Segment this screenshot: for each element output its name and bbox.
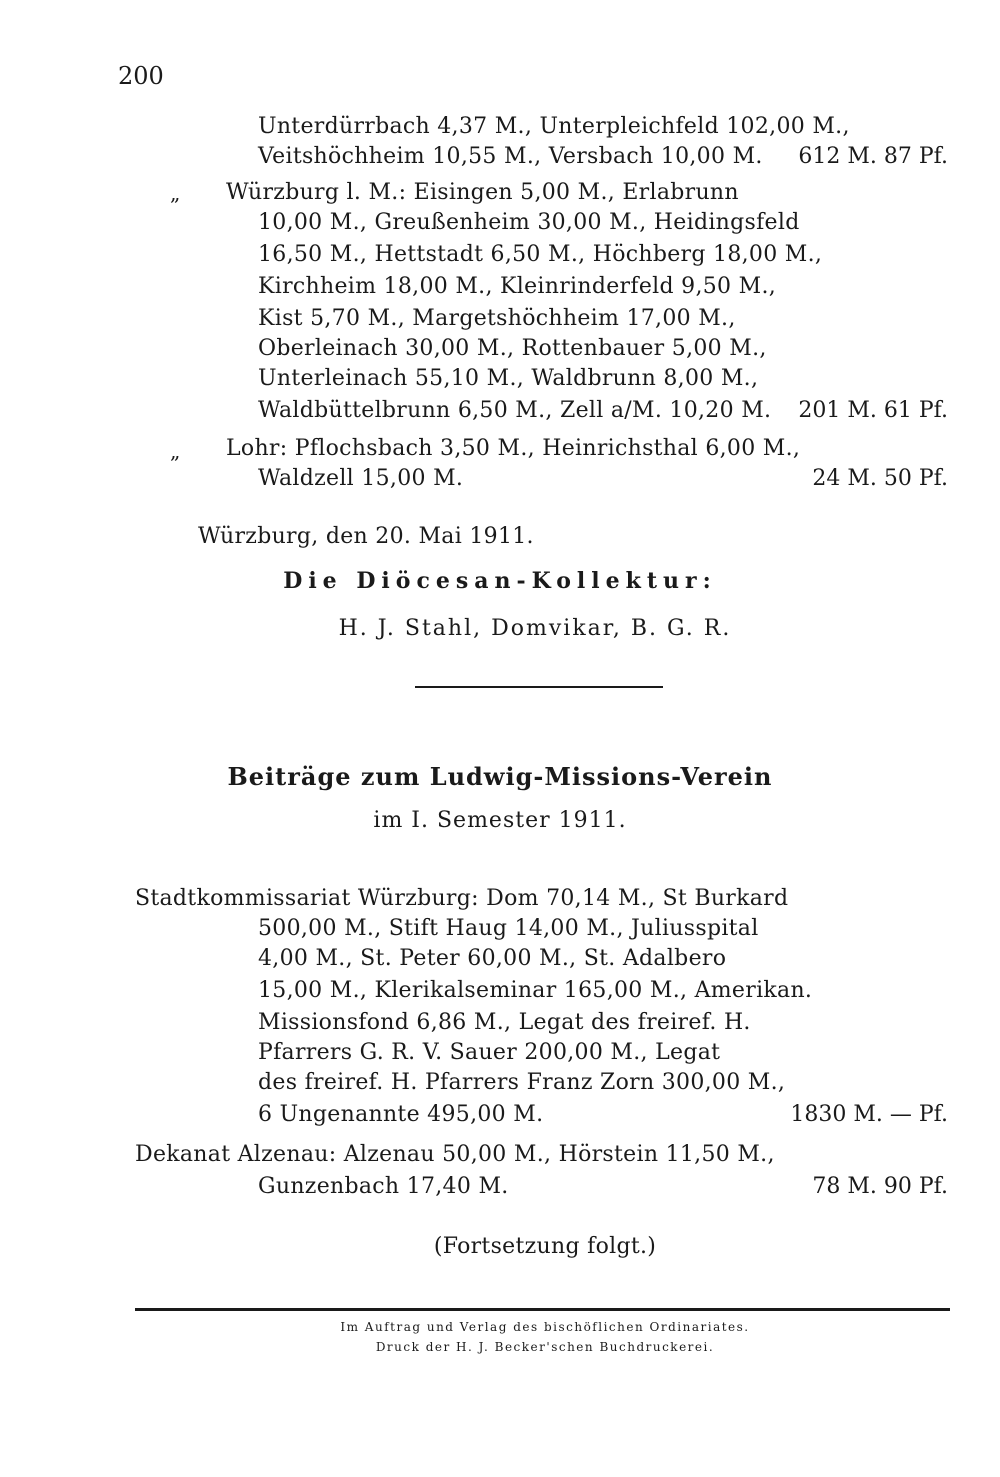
divider: [415, 686, 663, 688]
footer-publisher: Im Auftrag und Verlag des bischöflichen Ordinariates.: [340, 1320, 750, 1334]
list-line: Veitshöchheim 10,55 M., Versbach 10,00 M.: [258, 144, 763, 169]
footer-rule: [135, 1308, 950, 1311]
ditto-mark: „: [170, 181, 181, 205]
line-total: 24 M. 50 Pf.: [812, 466, 948, 491]
list-line: Waldbüttelbrunn 6,50 M., Zell a/M. 10,20 M.: [258, 398, 772, 423]
line-total: 201 M. 61 Pf.: [798, 398, 948, 423]
section-heading: Beiträge zum Ludwig-Missions-Verein: [227, 762, 773, 791]
line-total: 1830 M. — Pf.: [790, 1102, 948, 1127]
list-line: Missionsfond 6,86 M., Legat des freiref. H.: [258, 1010, 751, 1035]
list-line: Lohr: Pflochsbach 3,50 M., Heinrichsthal 6,00 M.,: [226, 436, 801, 461]
list-line: 6 Ungenannte 495,00 M.: [258, 1102, 544, 1127]
list-line: 10,00 M., Greußenheim 30,00 M., Heidingsfeld: [258, 210, 800, 235]
list-line: Unterleinach 55,10 M., Waldbrunn 8,00 M.,: [258, 366, 759, 391]
line-total: 612 M. 87 Pf.: [798, 144, 948, 169]
list-line: 4,00 M., St. Peter 60,00 M., St. Adalbero: [258, 946, 727, 971]
footer-printer: Druck der H. J. Becker'schen Buchdruckerei.: [375, 1340, 715, 1354]
signature-name: H. J. Stahl, Domvikar, B. G. R.: [338, 616, 732, 641]
line-total: 78 M. 90 Pf.: [812, 1174, 948, 1199]
list-line: Kirchheim 18,00 M., Kleinrinderfeld 9,50 M.,: [258, 274, 777, 299]
signature-title: Die Diöcesan-Kollektur:: [283, 568, 717, 594]
list-line: 500,00 M., Stift Haug 14,00 M., Juliusspital: [258, 916, 759, 941]
ditto-mark: „: [170, 439, 181, 463]
list-line: Unterdürrbach 4,37 M., Unterpleichfeld 102,00 M.,: [258, 114, 850, 139]
list-line: Oberleinach 30,00 M., Rottenbauer 5,00 M.,: [258, 336, 767, 361]
list-line: Dekanat Alzenau: Alzenau 50,00 M., Hörstein 11,50 M.,: [135, 1142, 775, 1167]
section-subheading: im I. Semester 1911.: [373, 808, 627, 833]
continuation-note: (Fortsetzung folgt.): [433, 1234, 657, 1259]
list-line: Stadtkommissariat Würzburg: Dom 70,14 M., St Burkard: [135, 886, 789, 911]
list-line: 16,50 M., Hettstadt 6,50 M., Höchberg 18,00 M.,: [258, 242, 823, 267]
list-line: Waldzell 15,00 M.: [258, 466, 464, 491]
page-number: 200: [118, 62, 164, 90]
list-line: Gunzenbach 17,40 M.: [258, 1174, 509, 1199]
list-line: 15,00 M., Klerikalseminar 165,00 M., Amerikan.: [258, 978, 813, 1003]
list-line: des freiref. H. Pfarrers Franz Zorn 300,00 M.,: [258, 1070, 786, 1095]
list-line: Pfarrers G. R. V. Sauer 200,00 M., Legat: [258, 1040, 721, 1065]
place-date: Würzburg, den 20. Mai 1911.: [198, 524, 534, 549]
list-line: Würzburg l. M.: Eisingen 5,00 M., Erlabrunn: [226, 180, 739, 205]
list-line: Kist 5,70 M., Margetshöchheim 17,00 M.,: [258, 306, 736, 331]
